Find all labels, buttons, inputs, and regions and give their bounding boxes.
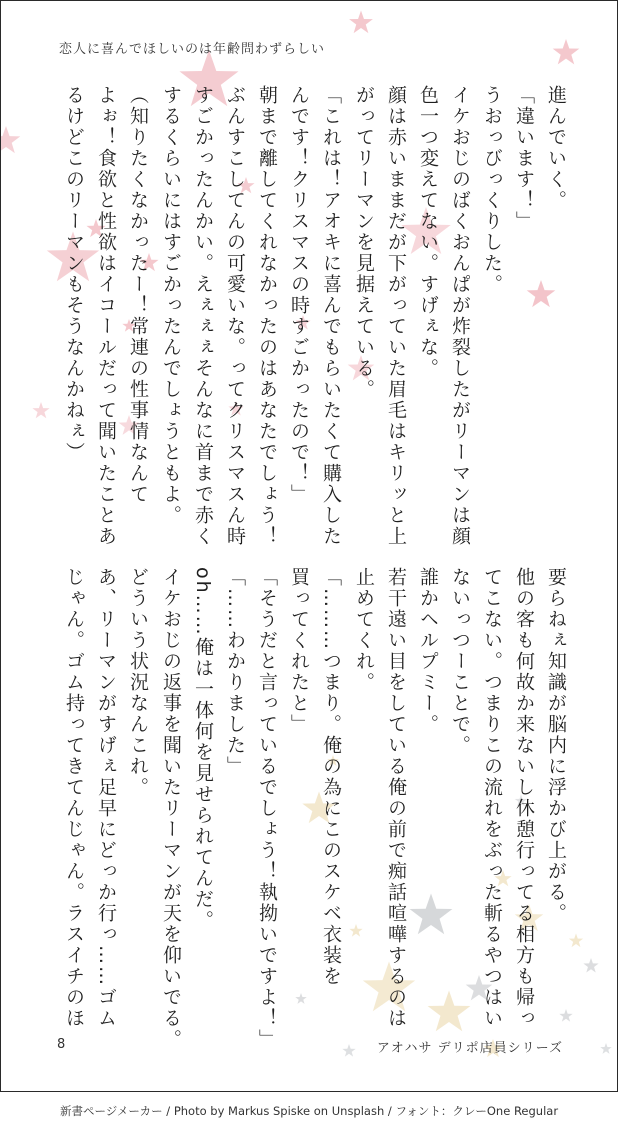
text-column: じゃん。ゴム持ってきてんじゃん。ラスイチのほ: [63, 567, 85, 1029]
text-column: うおっびっくりした。: [481, 85, 503, 295]
text-column: あ、リーマンがすげぇ足早にどっか行っ……ゴム: [95, 567, 117, 1029]
text-column: 朝まで離してくれなかったのはあなたでしょう！: [256, 85, 278, 547]
text-column: 進んでいく。: [545, 85, 567, 211]
text-column: ぶんすこしてんの可愛いな。ってクリスマスん時: [224, 85, 246, 547]
text-column: るけどこのリーマンもそうなんかねぇ）: [63, 85, 85, 463]
page-number: 8: [57, 1037, 66, 1052]
text-column: 買ってくれたと」: [288, 567, 310, 735]
text-column: oh……俺は一体何を見せられてんだ。: [192, 567, 214, 931]
text-column: すごかったんかい。えぇぇぇそんなに首まで赤く: [192, 85, 214, 547]
text-column: 「これは！アオキに喜んでもらいたくて購入した: [320, 85, 342, 547]
text-column: 「違います！」: [513, 85, 535, 232]
text-column: するくらいにはすごかったんでしょうともよ。: [160, 85, 182, 526]
text-column: んです！クリスマスの時すごかったので！」: [288, 85, 310, 505]
text-column: 他の客も何故か来ないし休憩行ってる相方も帰っ: [513, 567, 535, 1029]
text-column: がってリーマンを見据えている。: [353, 85, 375, 400]
text-column: 止めてくれ。: [353, 567, 375, 693]
text-column: よぉ！食欲と性欲はイコールだって聞いたことあ: [95, 85, 117, 547]
text-column: 色一つ変えてない。すげぇな。: [417, 85, 439, 379]
text-column: どういう状況なんこれ。: [127, 567, 149, 798]
running-title: 恋人に喜んでほしいのは年齢問わずらしい: [59, 42, 326, 57]
text-column: てこない。つまりこの流れをぶった斬るやつはい: [481, 567, 503, 1029]
text-column: イケおじのばくおんぱが炸裂したがリーマンは顔: [449, 85, 471, 547]
text-column: （知りたくなかったー！常連の性事情なんて: [127, 85, 149, 505]
text-column: ないっつーことで。: [449, 567, 471, 756]
text-column: 誰かヘルプミー。: [417, 567, 439, 735]
credit-line: 新書ページメーカー / Photo by Markus Spiske on Unsplash / フォント：クレーOne Regular: [59, 1104, 559, 1118]
text-column: 要らねぇ知識が脳内に浮かび上がる。: [545, 567, 567, 924]
text-column: 「………つまり。俺の為にこのスケベ衣装を: [320, 567, 342, 987]
text-column: イケおじの返事を聞いたリーマンが天を仰いでる。: [160, 567, 182, 1050]
series-name: アオハサ デリポ店員シリーズ: [376, 1041, 563, 1056]
text-column: 若干遠い目をしている俺の前で痴話喧嘩するのは: [385, 567, 407, 1029]
text-column: 「……わかりました」: [224, 567, 246, 777]
text-column: 顔は赤いままだが下がっていた眉毛はキリッと上: [385, 85, 407, 547]
text-column: 「そうだと言っているでしょう！執拗いですよ！」: [256, 567, 278, 1050]
